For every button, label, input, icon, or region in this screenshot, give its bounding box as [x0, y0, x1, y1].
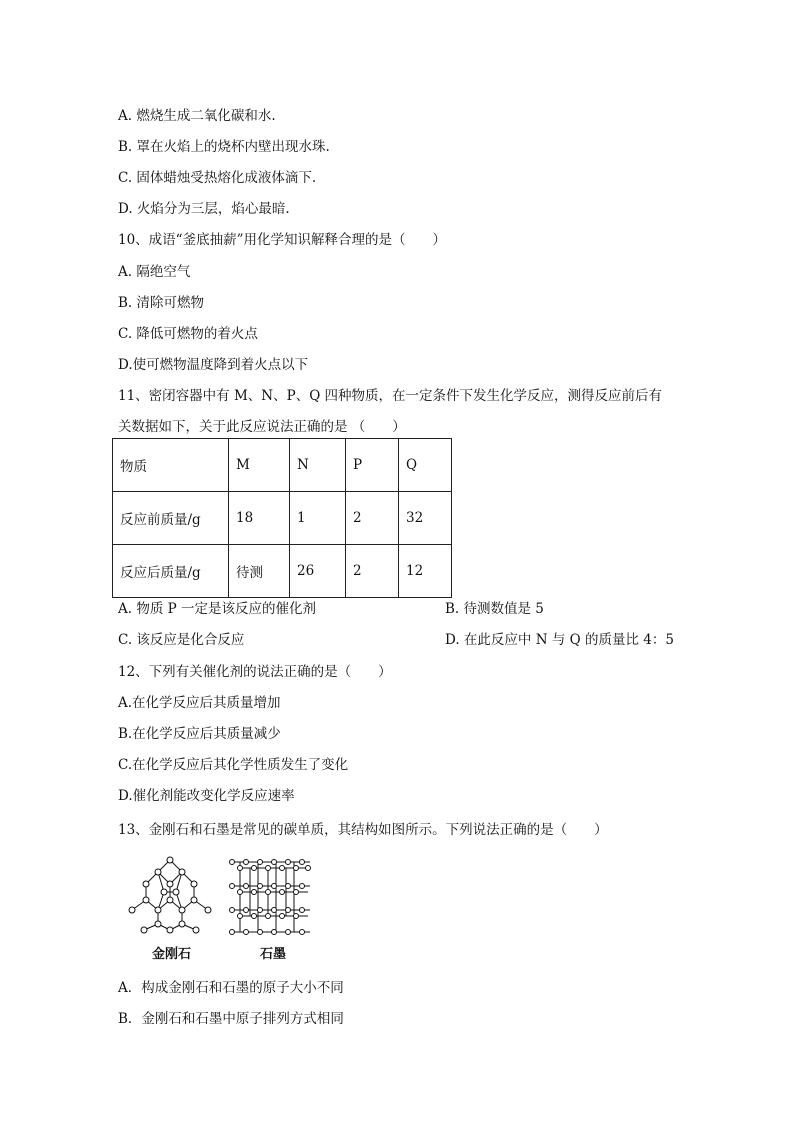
q10-option-c: C. 降低可燃物的着火点 [118, 326, 258, 342]
table-cell: N [290, 439, 346, 492]
q9-option-b: B. 罩在火焰上的烧杯内壁出现水珠. [118, 139, 330, 155]
table-cell: 18 [229, 492, 290, 545]
q10-option-d: D.使可燃物温度降到着火点以下 [118, 357, 309, 373]
q12-option-a: A.在化学反应后其质量增加 [118, 695, 281, 711]
table-row [113, 545, 452, 598]
graphite-label: 石墨 [260, 947, 287, 962]
table-cell: 12 [399, 545, 452, 598]
q12-option-d: D.催化剂能改变化学反应速率 [118, 788, 295, 804]
table-cell: M [229, 439, 290, 492]
table-cell: 2 [346, 545, 399, 598]
q9-option-d: D. 火焰分为三层，焰心最暗. [118, 201, 290, 217]
table-cell: 2 [346, 492, 399, 545]
q11-option-d: D. 在此反应中 N 与 Q 的质量比 4：5 [445, 632, 674, 648]
diamond-structure-diagram [124, 854, 216, 936]
table-cell: 待测 [229, 545, 290, 598]
table-row [113, 439, 452, 492]
q10-option-a: A. 隔绝空气 [118, 264, 191, 280]
q12-option-c: C.在化学反应后其化学性质发生了变化 [118, 757, 349, 773]
q11-data-table [112, 438, 452, 598]
q12-option-b: B.在化学反应后其质量减少 [118, 726, 281, 742]
q9-option-a: A. 燃烧生成二氧化碳和水. [118, 108, 276, 124]
q13-option-a: A．构成金刚石和石墨的原子大小不同 [118, 980, 344, 996]
table-row [113, 492, 452, 545]
q11-option-a: A. 物质 P 一定是该反应的催化剂 [118, 601, 316, 617]
table-cell: 26 [290, 545, 346, 598]
table-cell: 反应前质量/g [113, 492, 229, 545]
table-cell: 物质 [113, 439, 229, 492]
carbon-structure-figure [118, 850, 338, 965]
q13-stem: 13、金刚石和石墨是常见的碳单质，其结构如图所示。下列说法正确的是（ ） [118, 822, 608, 838]
table-cell: 32 [399, 492, 452, 545]
table-cell: P [346, 439, 399, 492]
q10-option-b: B. 清除可燃物 [118, 295, 205, 311]
q10-stem: 10、成语“釜底抽薪”用化学知识解释合理的是（ ） [118, 232, 446, 248]
q11-stem-line1: 11、密闭容器中有 M、N、P、Q 四种物质，在一定条件下发生化学反应，测得反应前后有 [118, 388, 663, 404]
graphite-structure-diagram [224, 854, 316, 940]
table-cell: Q [399, 439, 452, 492]
q11-option-b: B. 待测数值是 5 [445, 601, 544, 617]
q13-option-b: B．金刚石和石墨中原子排列方式相同 [118, 1011, 344, 1027]
q12-stem: 12、下列有关催化剂的说法正确的是（ ） [118, 664, 392, 680]
table-cell: 反应后质量/g [113, 545, 229, 598]
table-cell: 1 [290, 492, 346, 545]
q9-option-c: C. 固体蜡烛受热熔化成液体滴下. [118, 170, 317, 186]
diamond-label: 金刚石 [152, 947, 192, 962]
q11-stem-line2: 关数据如下，关于此反应说法正确的是 （ ） [118, 419, 406, 435]
q11-option-c: C. 该反应是化合反应 [118, 632, 245, 648]
